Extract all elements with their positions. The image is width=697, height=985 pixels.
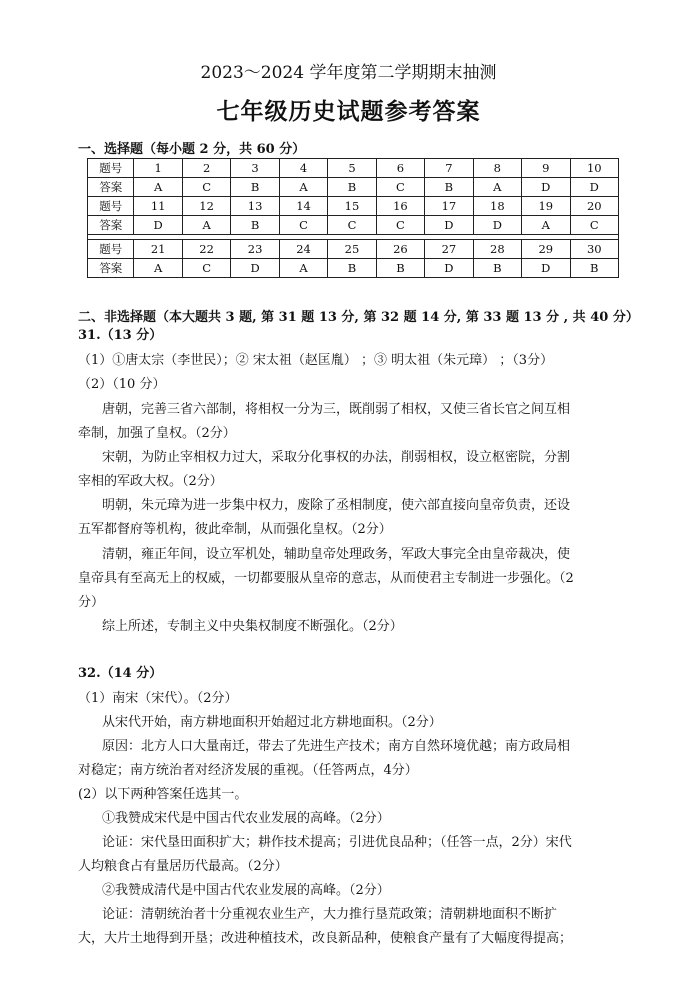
row-label-cell: 答案 bbox=[88, 178, 134, 197]
question-number-cell: 10 bbox=[570, 159, 618, 178]
question-number-cell: 8 bbox=[473, 159, 521, 178]
q31-line: 清朝，雍正年间，设立军机处，辅助皇帝处理政务，军政大事完全由皇帝裁决，使 bbox=[102, 547, 571, 562]
q31-line: 五军都督府等机构，彼此牵制，从而强化皇权。（2分） bbox=[78, 522, 392, 537]
answer-cell: B bbox=[570, 259, 618, 278]
question-number-cell: 28 bbox=[473, 240, 521, 259]
answer-cell: D bbox=[231, 259, 279, 278]
q32-line: 对稳定；南方统治者对经济发展的重视。（任答两点，4分） bbox=[78, 763, 418, 778]
q31-line: 牵制，加强了皇权。（2分） bbox=[78, 426, 236, 441]
q32-line: ①我赞成宋代是中国古代农业发展的高峰。（2分） bbox=[102, 811, 390, 826]
exam-title: 2023～2024 学年度第二学期期末抽测 bbox=[200, 63, 497, 83]
answer-row bbox=[88, 259, 619, 278]
question-number-cell: 30 bbox=[570, 240, 618, 259]
q31-line: （2）（10 分） bbox=[78, 377, 166, 392]
q32-line: 人均粮食占有量居历代最高。（2分） bbox=[78, 859, 288, 874]
question-number-cell: 6 bbox=[376, 159, 424, 178]
answer-cell: C bbox=[376, 178, 424, 197]
q32-line: (2）以下两种答案任选其一。 bbox=[78, 787, 248, 802]
question-number-cell: 22 bbox=[182, 240, 230, 259]
answer-row bbox=[88, 216, 619, 235]
answer-cell: C bbox=[328, 216, 376, 235]
answer-cell: D bbox=[473, 216, 521, 235]
section1-heading: 一、选择题（每小题 2 分，共 60 分） bbox=[78, 142, 306, 157]
question-number-cell: 26 bbox=[376, 240, 424, 259]
answer-cell: C bbox=[570, 216, 618, 235]
answer-cell: B bbox=[231, 216, 279, 235]
q31-line: 唐朝，完善三省六部制，将相权一分为三，既削弱了相权，又使三省长官之间互相 bbox=[102, 402, 571, 417]
answer-cell: B bbox=[231, 178, 279, 197]
question-number-cell: 18 bbox=[473, 197, 521, 216]
q32-line: 论证：清朝统治者十分重视农业生产，大力推行垦荒政策；清朝耕地面积不断扩 bbox=[102, 907, 558, 922]
question-number-cell: 9 bbox=[522, 159, 570, 178]
q31-line: 宰相的军政大权。（2分） bbox=[78, 474, 223, 489]
question-number-cell: 29 bbox=[522, 240, 570, 259]
q31-line: 明朝，朱元璋为进一步集中权力，废除了丞相制度，使六部直接向皇帝负责，还设 bbox=[102, 498, 571, 513]
question-number-cell: 24 bbox=[279, 240, 327, 259]
question-number-cell: 7 bbox=[425, 159, 473, 178]
q31-title: 31.（13 分） bbox=[78, 328, 163, 343]
question-number-cell: 15 bbox=[328, 197, 376, 216]
q31-line: 综上所述，专制主义中央集权制度不断强化。（2分） bbox=[102, 619, 403, 634]
answer-cell: A bbox=[134, 259, 182, 278]
question-number-cell: 13 bbox=[231, 197, 279, 216]
question-number-cell: 19 bbox=[522, 197, 570, 216]
question-number-cell: 27 bbox=[425, 240, 473, 259]
answer-cell: C bbox=[376, 216, 424, 235]
document-title: 七年级历史试题参考答案 bbox=[216, 98, 481, 125]
answer-cell: B bbox=[328, 178, 376, 197]
q31-line: 皇帝具有至高无上的权威，一切都要服从皇帝的意志，从而使君主专制进一步强化。（2 bbox=[78, 571, 574, 586]
question-number-cell: 5 bbox=[328, 159, 376, 178]
question-number-cell: 21 bbox=[134, 240, 182, 259]
answer-cell: C bbox=[182, 178, 230, 197]
question-number-cell: 23 bbox=[231, 240, 279, 259]
question-number-cell: 20 bbox=[570, 197, 618, 216]
row-label-cell: 答案 bbox=[88, 216, 134, 235]
q32-line: （1）南宋（宋代）。（2分） bbox=[78, 691, 238, 706]
q32-line: 从宋代开始，南方耕地面积开始超过北方耕地面积。（2分） bbox=[102, 715, 442, 730]
answer-cell: B bbox=[425, 178, 473, 197]
answer-cell: A bbox=[473, 178, 521, 197]
question-number-cell: 14 bbox=[279, 197, 327, 216]
answer-table bbox=[87, 158, 619, 278]
answer-cell: D bbox=[570, 178, 618, 197]
question-number-row bbox=[88, 197, 619, 216]
answer-cell: B bbox=[328, 259, 376, 278]
q32-title: 32.（14 分） bbox=[78, 666, 163, 681]
answer-cell: C bbox=[182, 259, 230, 278]
question-number-cell: 11 bbox=[134, 197, 182, 216]
section2-heading: 二、非选择题（本大题共 3 题, 第 31 题 13 分, 第 32 题 14 分, 第 33 题 13 分 , 共 40 分） bbox=[78, 310, 639, 325]
row-label-cell: 答案 bbox=[88, 259, 134, 278]
answer-cell: D bbox=[522, 178, 570, 197]
answer-cell: D bbox=[425, 216, 473, 235]
q31-line: （1）①唐太宗（李世民）；② 宋太祖（赵匡胤） ；③ 明太祖（朱元璋） ；（3分） bbox=[78, 353, 554, 368]
question-number-cell: 12 bbox=[182, 197, 230, 216]
question-number-row bbox=[88, 240, 619, 259]
question-number-cell: 17 bbox=[425, 197, 473, 216]
answer-cell: B bbox=[473, 259, 521, 278]
question-number-cell: 3 bbox=[231, 159, 279, 178]
answer-cell: A bbox=[522, 216, 570, 235]
answer-cell: C bbox=[279, 216, 327, 235]
q32-line: 大，大片土地得到开垦；改进种植技术，改良新品种，使粮食产量有了大幅度得提高； bbox=[78, 931, 573, 946]
row-label-cell: 题号 bbox=[88, 159, 134, 178]
q32-line: ②我赞成清代是中国古代农业发展的高峰。（2分） bbox=[102, 883, 390, 898]
q31-line: 分） bbox=[78, 595, 105, 610]
answer-cell: D bbox=[522, 259, 570, 278]
q31-line: 宋朝，为防止宰相权力过大，采取分化事权的办法，削弱相权，设立枢密院，分割 bbox=[102, 450, 571, 465]
answer-cell: B bbox=[376, 259, 424, 278]
row-label-cell: 题号 bbox=[88, 197, 134, 216]
question-number-cell: 1 bbox=[134, 159, 182, 178]
answer-cell: A bbox=[279, 178, 327, 197]
question-number-cell: 2 bbox=[182, 159, 230, 178]
question-number-cell: 25 bbox=[328, 240, 376, 259]
answer-cell: A bbox=[279, 259, 327, 278]
row-label-cell: 题号 bbox=[88, 240, 134, 259]
question-number-cell: 4 bbox=[279, 159, 327, 178]
answer-cell: A bbox=[134, 178, 182, 197]
question-number-cell: 16 bbox=[376, 197, 424, 216]
answer-cell: A bbox=[182, 216, 230, 235]
answer-row bbox=[88, 178, 619, 197]
q32-line: 论证：宋代垦田面积扩大；耕作技术提高；引进优良品种；（任答一点，2分）宋代 bbox=[102, 835, 572, 850]
question-number-row bbox=[88, 159, 619, 178]
q32-line: 原因：北方人口大量南迁，带去了先进生产技术；南方自然环境优越；南方政局相 bbox=[102, 739, 571, 754]
answer-cell: D bbox=[425, 259, 473, 278]
answer-cell: D bbox=[134, 216, 182, 235]
